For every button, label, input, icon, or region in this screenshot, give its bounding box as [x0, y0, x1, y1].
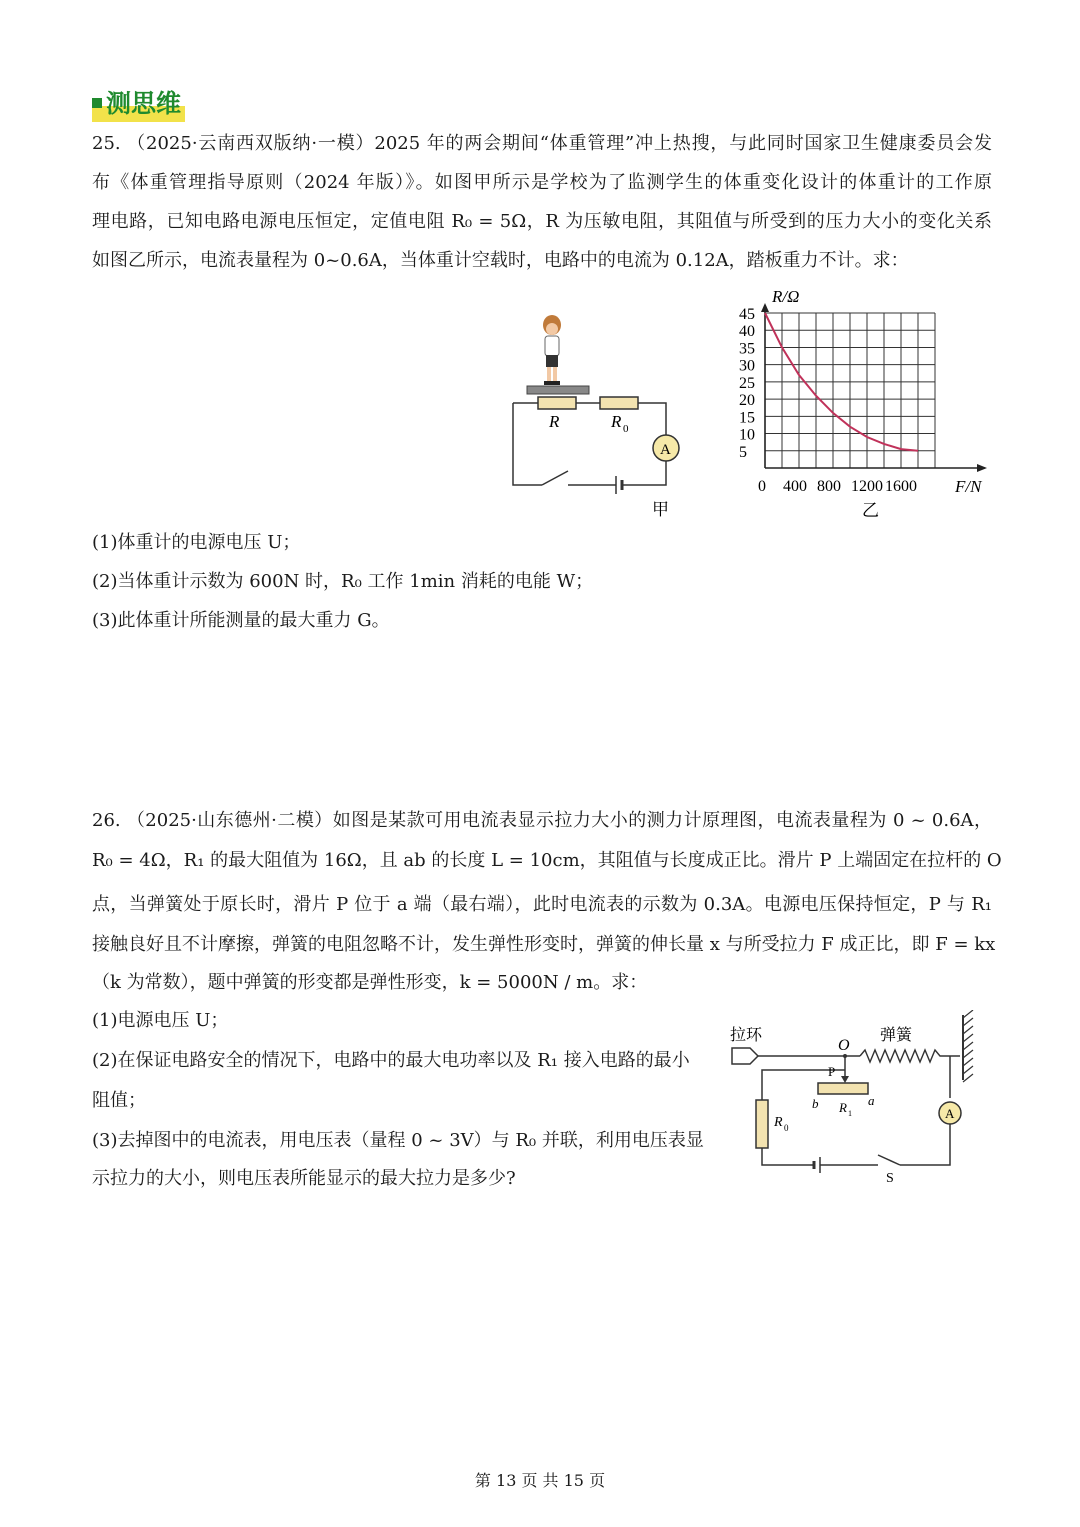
label-a: a — [868, 1093, 875, 1108]
resistor-R0-26 — [756, 1100, 768, 1148]
x-tick-label: 1600 — [885, 478, 917, 495]
spring-icon — [860, 1050, 960, 1062]
chart-ylabel: R/Ω — [772, 287, 800, 306]
y-tick-label: 5 — [739, 443, 747, 461]
chart-caption: 乙 — [862, 501, 879, 520]
page-footer: 第 13 页 共 15 页 — [474, 1471, 606, 1490]
x-tick-label: 1200 — [851, 478, 883, 495]
q26-question-2: (2)在保证电路安全的情况下，电路中的最大电功率以及 R₁ 接入电路的最小 — [92, 1050, 690, 1071]
label-spring: 弹簧 — [880, 1027, 913, 1044]
ammeter-label: A — [660, 442, 671, 458]
y-tick-label: 40 — [739, 323, 755, 341]
chart-grid — [765, 313, 935, 468]
q26-line-3: 点，当弹簧处于原长时，滑片 P 位于 a 端（最右端），此时电流表的示数为 0.3A。电源电压保持恒定，P 与 R₁ — [92, 894, 992, 915]
resistance-force-chart — [720, 280, 1010, 525]
y-tick-label: 30 — [739, 357, 755, 375]
label-pull-ring: 拉环 — [730, 1027, 763, 1044]
y-tick-label: 45 — [739, 306, 755, 323]
label-R1-sub: 1 — [848, 1109, 852, 1118]
section-title-text: 测思维 — [106, 89, 182, 118]
square-bullet-icon — [92, 98, 102, 108]
q26-question-3-cont: 示拉力的大小，则电压表所能显示的最大拉力是多少? — [92, 1168, 516, 1189]
q25-question-1: (1)体重计的电源电压 U； — [92, 532, 301, 553]
y-tick-label: 15 — [739, 409, 755, 427]
q25-line-3: 理电路，已知电路电源电压恒定，定值电阻 R₀ = 5Ω，R 为压敏电阻，其阻值与所受到的压力大小的变化关系 — [92, 211, 992, 232]
pedal-plate — [527, 386, 589, 394]
x-tick-label: 400 — [783, 478, 807, 495]
y-tick-label: 20 — [739, 392, 755, 410]
label-b: b — [812, 1096, 819, 1111]
q26-question-2-cont: 阻值； — [92, 1090, 146, 1111]
label-O: O — [838, 1037, 850, 1054]
weighing-circuit-diagram — [500, 305, 700, 525]
pull-ring-icon — [732, 1048, 758, 1064]
q26-question-3: (3)去掉图中的电流表，用电压表（量程 0 ~ 3V）与 R₀ 并联，利用电压表显 — [92, 1130, 704, 1151]
person-figure-icon — [543, 315, 561, 385]
force-meter-circuit-diagram — [720, 1010, 985, 1190]
label-R0-sub: 0 — [623, 423, 629, 435]
q26-line-5: （k 为常数），题中弹簧的形变都是弹性形变，k = 5000N / m。求： — [92, 972, 648, 993]
section-title — [92, 84, 185, 122]
q25-line-4: 如图乙所示，电流表量程为 0~0.6A，当体重计空载时，电路中的电流为 0.12A，踏板重力不计。求： — [92, 250, 909, 271]
y-tick-label: 25 — [739, 374, 755, 392]
y-tick-label: 10 — [739, 426, 755, 444]
label-R: R — [549, 412, 560, 431]
q25-question-3: (3)此体重计所能测量的最大重力 G。 — [92, 610, 390, 631]
label-R0: R — [611, 412, 622, 431]
label-P: P — [828, 1064, 836, 1079]
q26-line-1: 26. （2025·山东德州·二模）如图是某款可用电流表显示拉力大小的测力计原理图，电流表量程为 0 ~ 0.6A， — [92, 810, 992, 831]
x-axis-arrow — [977, 464, 987, 472]
label-R0-26: R — [774, 1115, 783, 1130]
q26-line-2: R₀ = 4Ω，R₁ 的最大阻值为 16Ω，且 ab 的长度 L = 10cm，其阻值与长度成正比。滑片 P 上端固定在拉杆的 O — [92, 850, 1002, 871]
x-tick-label: 800 — [817, 478, 841, 495]
switch-S — [878, 1155, 900, 1165]
q26-line-4: 接触良好且不计摩擦，弹簧的电阻忽略不计，发生弹性形变时，弹簧的伸长量 x 与所受拉力 F 成正比，即 F = kx — [92, 934, 996, 955]
ammeter-26-label: A — [945, 1106, 955, 1121]
switch-lever — [542, 471, 568, 485]
chart-xlabel: F/N — [955, 477, 982, 496]
y-axis-arrow — [761, 303, 769, 312]
resistor-R — [538, 397, 576, 409]
resistor-R1 — [818, 1083, 868, 1094]
x-tick-label: 0 — [758, 478, 766, 495]
label-R0-26-sub: 0 — [784, 1123, 789, 1133]
q25-question-2: (2)当体重计示数为 600N 时，R₀ 工作 1min 消耗的电能 W； — [92, 571, 594, 592]
q26-question-1: (1)电源电压 U； — [92, 1010, 229, 1031]
caption-jia: 甲 — [652, 500, 669, 519]
chart-axes — [761, 303, 987, 472]
label-S: S — [886, 1171, 894, 1186]
y-tick-label: 35 — [739, 340, 755, 358]
resistor-R0 — [600, 397, 638, 409]
slider-P-arrow — [841, 1076, 849, 1083]
q25-line-1: 25. （2025·云南西双版纳·一模）2025 年的两会期间“体重管理”冲上热搜，与此同时国家卫生健康委员会发 — [92, 133, 992, 154]
label-R1: R — [839, 1100, 847, 1115]
q25-line-2: 布《体重管理指导原则（2024 年版）》。如图甲所示是学校为了监测学生的体重变化设计的体重计的工作原 — [92, 172, 992, 193]
